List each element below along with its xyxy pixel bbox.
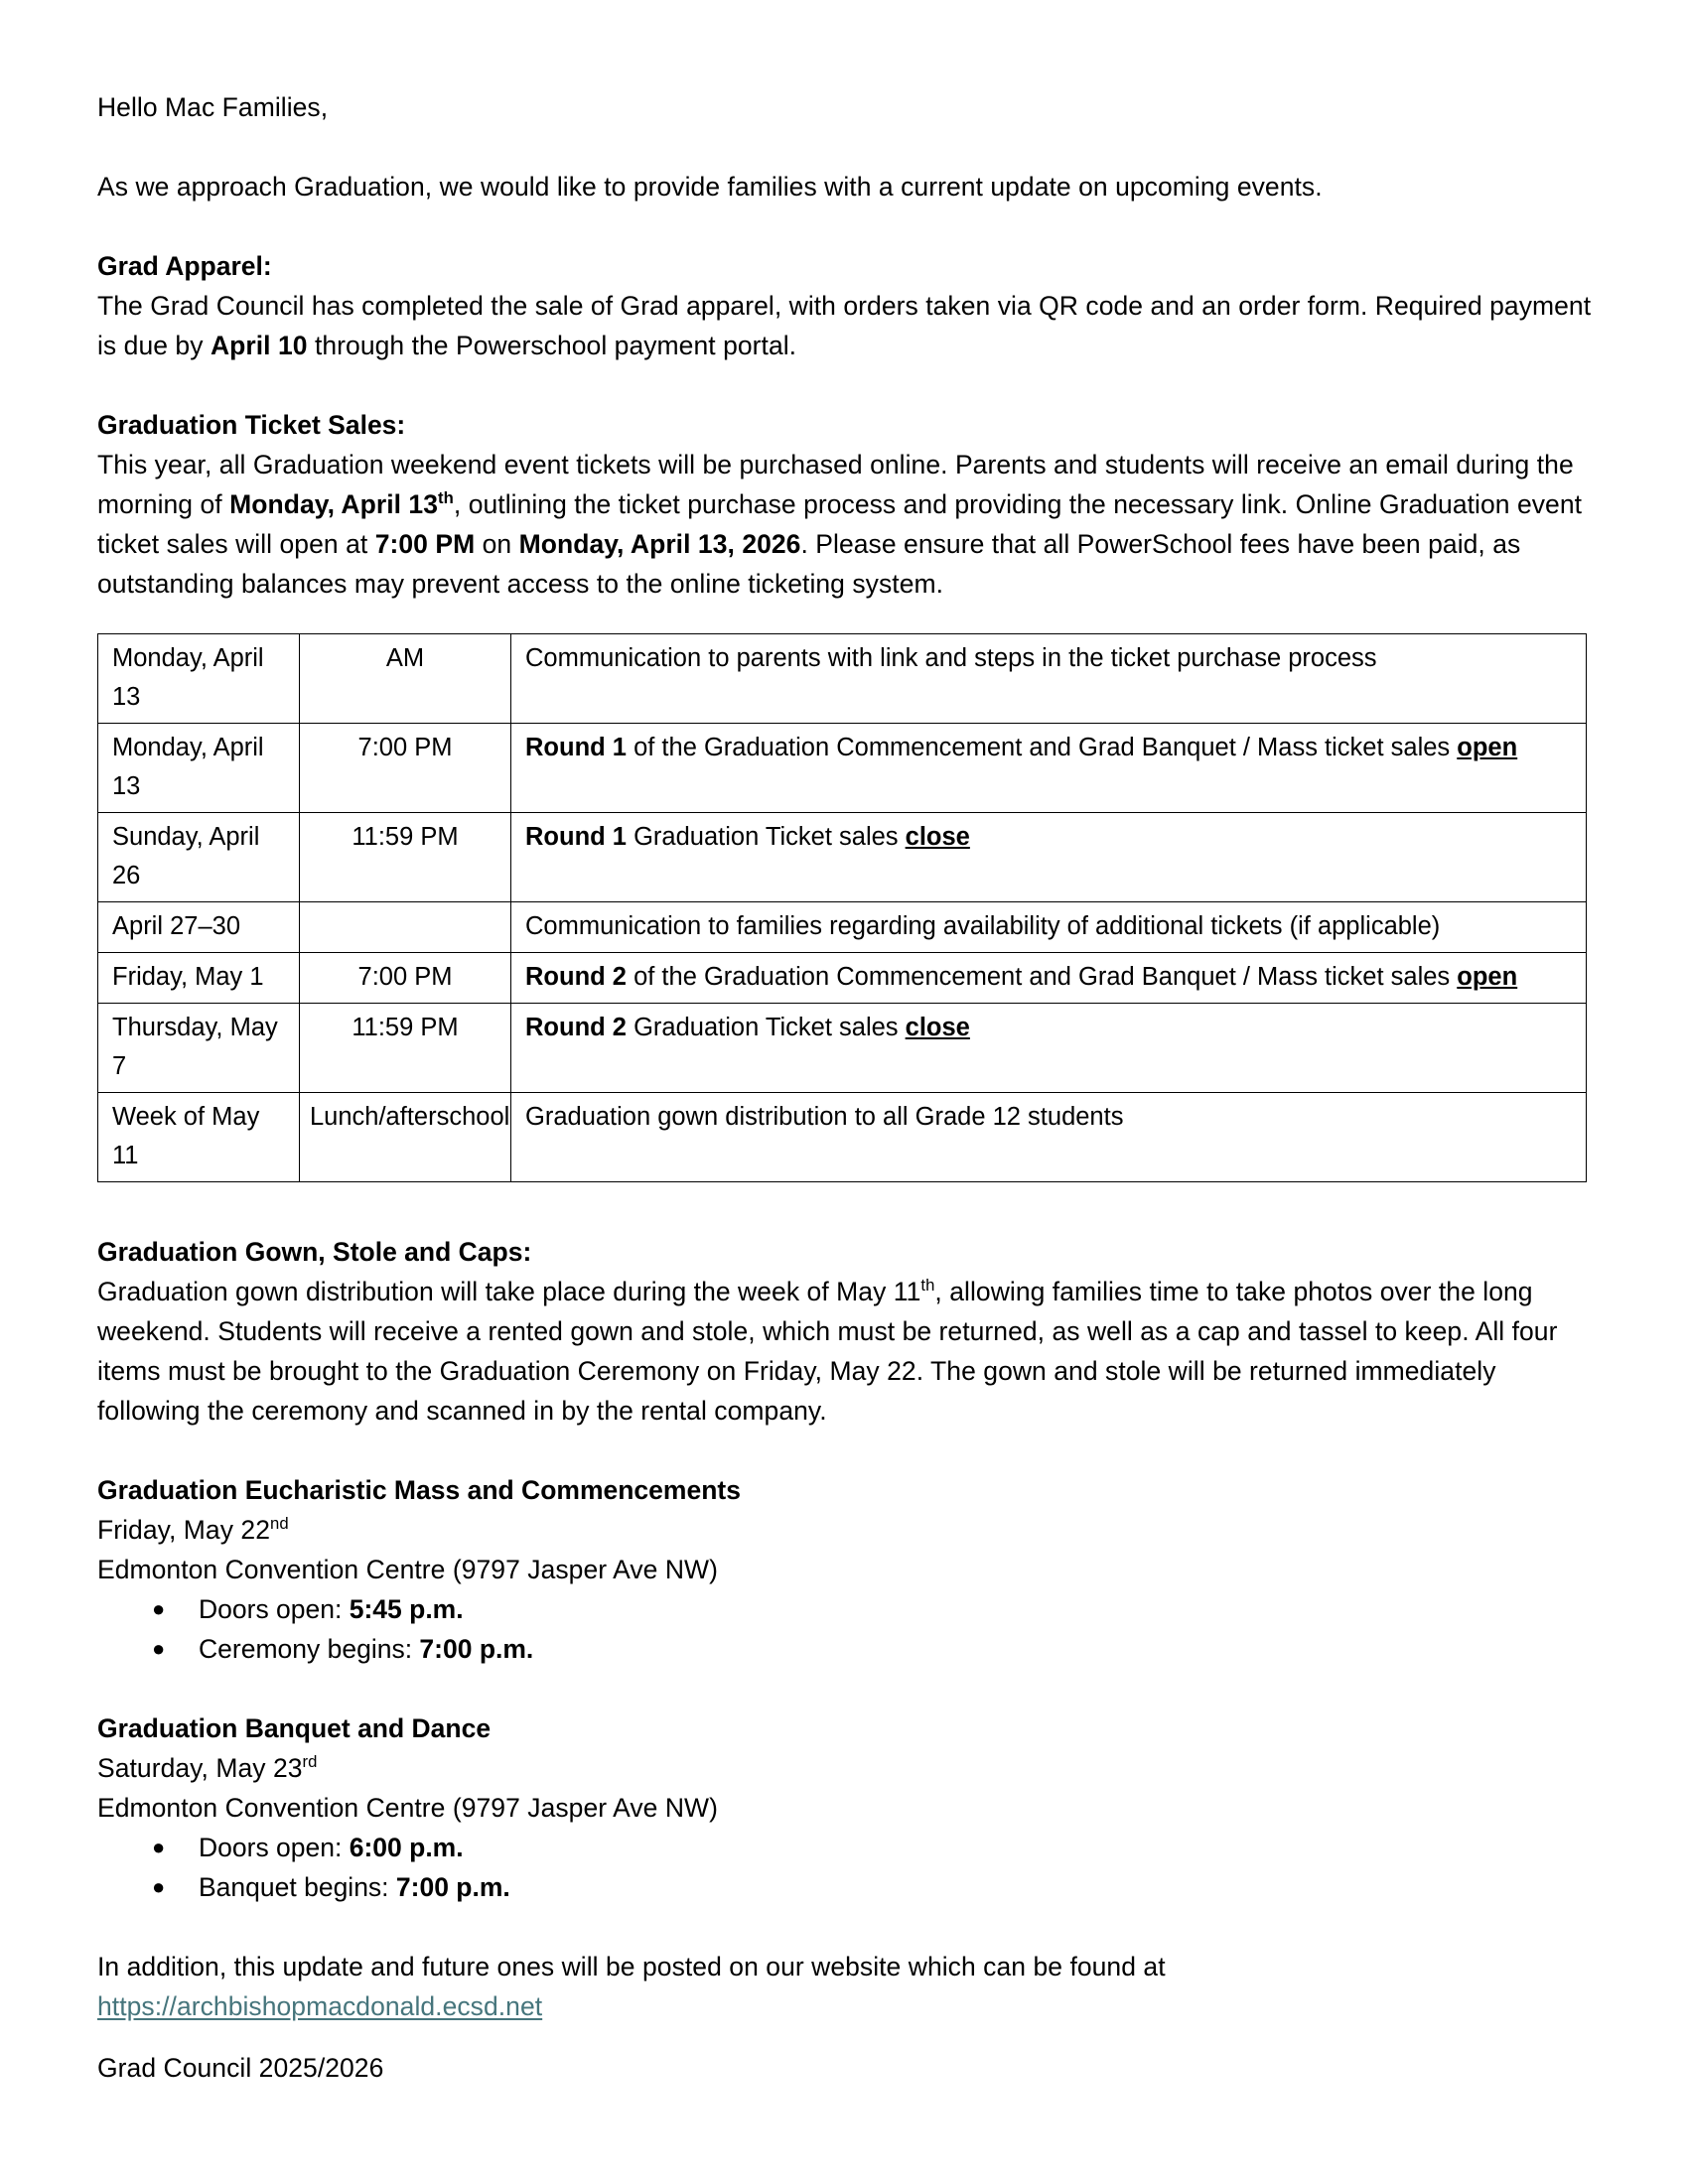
grad-apparel-paragraph (97, 286, 1597, 365)
bullet-label: Ceremony begins: (199, 1634, 420, 1664)
list-item (97, 1867, 1597, 1907)
table-cell-time: 7:00 PM (300, 953, 511, 1004)
cell-emphasis: open (1457, 734, 1518, 761)
table-cell-time: 11:59 PM (300, 1004, 511, 1093)
bullet-icon: ● (152, 1874, 166, 1899)
document-body (97, 87, 1597, 2088)
cell-text: of the Graduation Commencement and Grad Banquet / Mass ticket sales (627, 963, 1458, 991)
bullet-icon: ● (152, 1636, 166, 1661)
mass-date (97, 1510, 1597, 1550)
bullet-value: 7:00 p.m. (419, 1634, 534, 1664)
spacer (97, 127, 1597, 167)
table-cell-date: Sunday, April 26 (98, 813, 300, 902)
cell-emphasis: open (1457, 963, 1518, 991)
cell-text: Graduation Ticket sales (627, 1014, 906, 1041)
ticket-email-date-text: Monday, April 13 (229, 489, 439, 519)
bullet-label: Banquet begins: (199, 1872, 396, 1902)
table-cell-description (511, 1093, 1587, 1182)
table-cell-description (511, 813, 1587, 902)
banquet-heading: Graduation Banquet and Dance (97, 1713, 492, 1743)
mass-venue: Edmonton Convention Centre (9797 Jasper Ave NW) (97, 1555, 718, 1584)
table-cell-time: 11:59 PM (300, 813, 511, 902)
gown-text-1: Graduation gown distribution will take place during the week of May 11 (97, 1277, 921, 1306)
schedule-table (97, 633, 1587, 1182)
cell-emphasis: close (905, 1014, 970, 1041)
table-cell-date: Week of May 11 (98, 1093, 300, 1182)
table-cell-description (511, 724, 1587, 813)
list-item (97, 1629, 1597, 1669)
gown-heading: Graduation Gown, Stole and Caps: (97, 1237, 532, 1267)
table-cell-description (511, 902, 1587, 953)
bullet-label: Doors open: (199, 1833, 350, 1862)
mass-heading: Graduation Eucharistic Mass and Commencements (97, 1475, 741, 1505)
table-row (98, 902, 1587, 953)
banquet-date (97, 1748, 1597, 1788)
ticket-text-4: . Please ensure that all PowerSchool fees have been paid, as outstanding balances may prevent access to the online ticketing system. (97, 529, 1521, 599)
spacer (97, 1669, 1597, 1708)
cell-text: Communication to families regarding availability of additional tickets (if applicable) (525, 912, 1441, 940)
table-row (98, 1004, 1587, 1093)
grad-apparel-due-date: April 10 (210, 331, 308, 360)
table-cell-description (511, 634, 1587, 724)
spacer (97, 2026, 1597, 2048)
bullet-value: 6:00 p.m. (349, 1833, 464, 1862)
cell-bold: Round 1 (525, 823, 627, 851)
table-cell-time: Lunch/afterschool (300, 1093, 511, 1182)
website-link[interactable]: https://archbishopmacdonald.ecsd.net (97, 1991, 543, 2021)
table-row (98, 724, 1587, 813)
ticket-email-date-suffix: th (438, 488, 454, 508)
ticket-open-date: Monday, April 13, 2026 (518, 529, 801, 559)
grad-apparel-text-2: through the Powerschool payment portal. (307, 331, 797, 360)
signoff-line: Grad Council 2025/2026 (97, 2053, 384, 2083)
table-cell-time: AM (300, 634, 511, 724)
cell-text: Graduation Ticket sales (627, 823, 906, 851)
spacer (97, 1431, 1597, 1470)
list-item (97, 1828, 1597, 1867)
table-cell-date: April 27–30 (98, 902, 300, 953)
bullet-icon: ● (152, 1596, 166, 1621)
cell-bold: Round 1 (525, 734, 627, 761)
spacer (97, 365, 1597, 405)
table-cell-description (511, 953, 1587, 1004)
intro-paragraph: As we approach Graduation, we would like to provide families with a current update on upcoming events. (97, 172, 1323, 202)
table-row (98, 813, 1587, 902)
cell-emphasis: close (905, 823, 970, 851)
banquet-venue: Edmonton Convention Centre (9797 Jasper Ave NW) (97, 1793, 718, 1823)
table-cell-description (511, 1004, 1587, 1093)
banquet-date-suffix: rd (302, 1752, 318, 1772)
bullet-icon: ● (152, 1835, 166, 1859)
mass-date-suffix: nd (270, 1514, 289, 1534)
ticket-text-1: This year, all Graduation weekend event tickets will be purchased online. Parents and students will receive an email during the morning of (97, 450, 1574, 519)
grad-apparel-heading: Grad Apparel: (97, 251, 272, 281)
bullet-value: 7:00 p.m. (395, 1872, 510, 1902)
gown-text-2: , allowing families time to take photos over the long weekend. Students will receive a rented gown and stole, which must be returned, as well as a cap and tassel to keep. All four items must be brought to the Graduation Ceremony on Friday, May 22. The gown and stole will be returned immediately following the ceremony and scanned in by the rental company. (97, 1277, 1558, 1426)
cell-bold: Round 2 (525, 1014, 627, 1041)
table-cell-date: Monday, April 13 (98, 634, 300, 724)
mass-date-text: Friday, May 22 (97, 1515, 270, 1545)
ticket-sales-heading: Graduation Ticket Sales: (97, 410, 406, 440)
mass-bullet-list (97, 1589, 1597, 1669)
table-cell-time (300, 902, 511, 953)
bullet-label: Doors open: (199, 1594, 350, 1624)
closing-paragraph: In addition, this update and future ones will be posted on our website which can be found at (97, 1952, 1166, 1981)
table-cell-time: 7:00 PM (300, 724, 511, 813)
website-link-line (97, 1986, 1597, 2026)
ticket-open-time: 7:00 PM (374, 529, 476, 559)
spacer (97, 1188, 1597, 1232)
ticket-email-date (229, 489, 454, 519)
spacer (97, 206, 1597, 246)
greeting-line: Hello Mac Families, (97, 92, 329, 122)
ticket-text-3: on (475, 529, 519, 559)
banquet-bullet-list (97, 1828, 1597, 1907)
gown-paragraph (97, 1272, 1597, 1431)
bullet-value: 5:45 p.m. (349, 1594, 464, 1624)
cell-text: Graduation gown distribution to all Grade 12 students (525, 1103, 1124, 1131)
table-row (98, 953, 1587, 1004)
cell-text: of the Graduation Commencement and Grad Banquet / Mass ticket sales (627, 734, 1458, 761)
ticket-text-2: , outlining the ticket purchase process and providing the necessary link. Online Graduation event ticket sales will open at (97, 489, 1583, 559)
spacer (97, 1907, 1597, 1947)
schedule-table-body (98, 634, 1587, 1182)
table-row (98, 1093, 1587, 1182)
ticket-sales-paragraph (97, 445, 1597, 604)
cell-text: Communication to parents with link and steps in the ticket purchase process (525, 644, 1377, 672)
cell-bold: Round 2 (525, 963, 627, 991)
table-cell-date: Monday, April 13 (98, 724, 300, 813)
banquet-date-text: Saturday, May 23 (97, 1753, 303, 1783)
list-item (97, 1589, 1597, 1629)
table-cell-date: Friday, May 1 (98, 953, 300, 1004)
table-row (98, 634, 1587, 724)
gown-date-suffix: th (920, 1276, 935, 1296)
grad-apparel-text-1: The Grad Council has completed the sale of Grad apparel, with orders taken via QR code and an order form. Required payment is due by (97, 291, 1592, 360)
table-cell-date: Thursday, May 7 (98, 1004, 300, 1093)
